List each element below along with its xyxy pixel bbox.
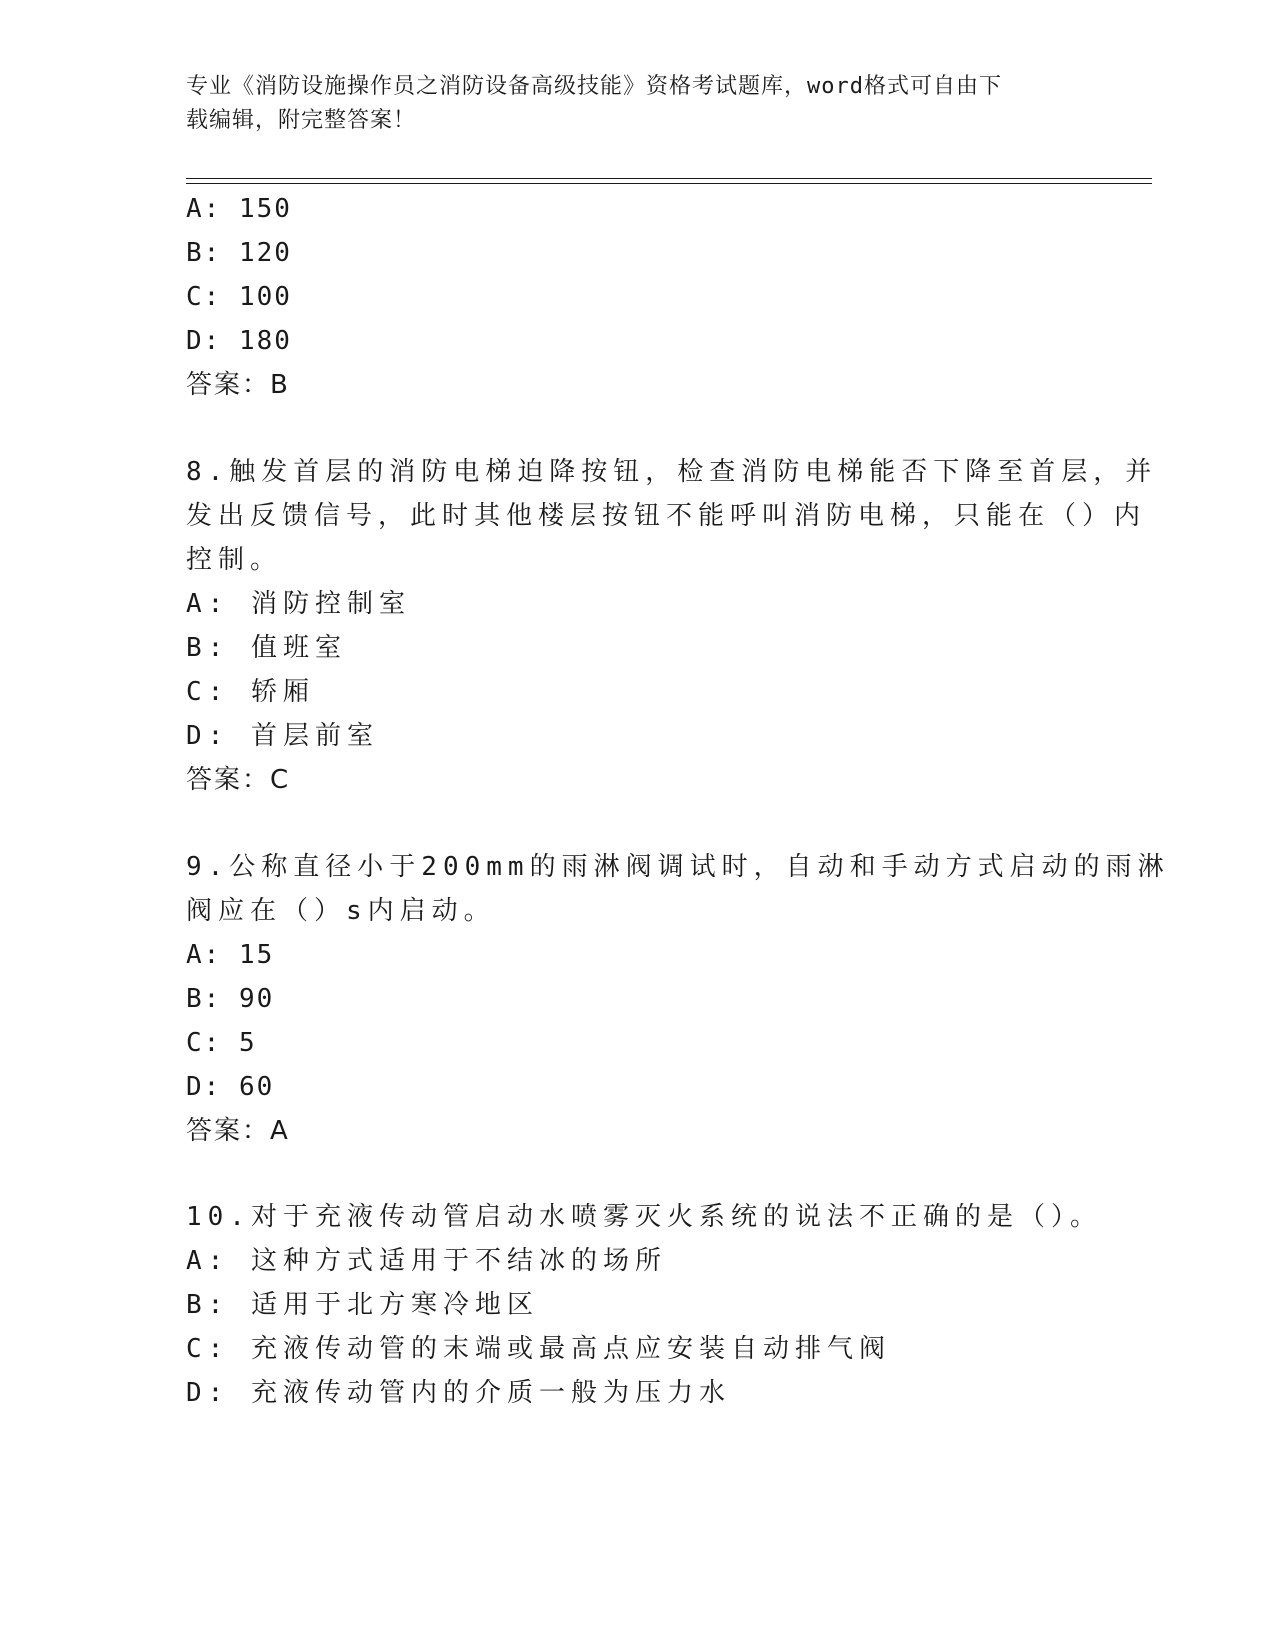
header-line-2: 载编辑，附完整答案！ bbox=[186, 108, 417, 133]
q8-option-b: B: 值班室 bbox=[186, 633, 347, 663]
q10-option-a: A: 这种方式适用于不结冰的场所 bbox=[186, 1246, 667, 1276]
q10-option-b: B: 适用于北方寒冷地区 bbox=[186, 1290, 539, 1320]
q8-stem-line-2: 发出反馈信号，此时其他楼层按钮不能呼叫消防电梯，只能在（）内 bbox=[186, 501, 1147, 531]
header-line-1: 专业《消防设施操作员之消防设备高级技能》资格考试题库，word格式可自由下 bbox=[186, 74, 1002, 99]
q9-option-c: C: 5 bbox=[186, 1028, 257, 1058]
q8-option-c: C: 轿厢 bbox=[186, 677, 315, 707]
q8-stem-line-1: 8.触发首层的消防电梯迫降按钮，检查消防电梯能否下降至首层，并 bbox=[186, 457, 1158, 487]
document-header bbox=[186, 70, 1066, 138]
q10-stem-line-1: 10.对于充液传动管启动水喷雾灭火系统的说法不正确的是（）。 bbox=[186, 1202, 1102, 1232]
q9-option-a: A: 15 bbox=[186, 940, 275, 970]
q7-option-d: D: 180 bbox=[186, 326, 292, 356]
q7-option-b: B: 120 bbox=[186, 238, 292, 268]
header-divider-bottom bbox=[186, 183, 1152, 184]
q7-answer: 答案：B bbox=[186, 370, 290, 400]
q7-option-a: A: 150 bbox=[186, 194, 292, 224]
q8-option-a: A: 消防控制室 bbox=[186, 589, 411, 619]
q9-answer: 答案：A bbox=[186, 1116, 290, 1146]
q7-option-c: C: 100 bbox=[186, 282, 292, 312]
q8-option-d: D: 首层前室 bbox=[186, 721, 379, 751]
q10-option-d: D: 充液传动管内的介质一般为压力水 bbox=[186, 1378, 731, 1408]
q8-stem-line-3: 控制。 bbox=[186, 545, 283, 575]
q9-stem-line-1: 9.公称直径小于200mm的雨淋阀调试时，自动和手动方式启动的雨淋 bbox=[186, 852, 1170, 882]
q10-option-c: C: 充液传动管的末端或最高点应安装自动排气阀 bbox=[186, 1334, 891, 1364]
q9-option-d: D: 60 bbox=[186, 1072, 275, 1102]
q9-option-b: B: 90 bbox=[186, 984, 275, 1014]
q8-answer: 答案：C bbox=[186, 765, 291, 795]
q9-stem-line-2: 阀应在（）s内启动。 bbox=[186, 896, 496, 926]
header-divider-top bbox=[186, 178, 1152, 179]
